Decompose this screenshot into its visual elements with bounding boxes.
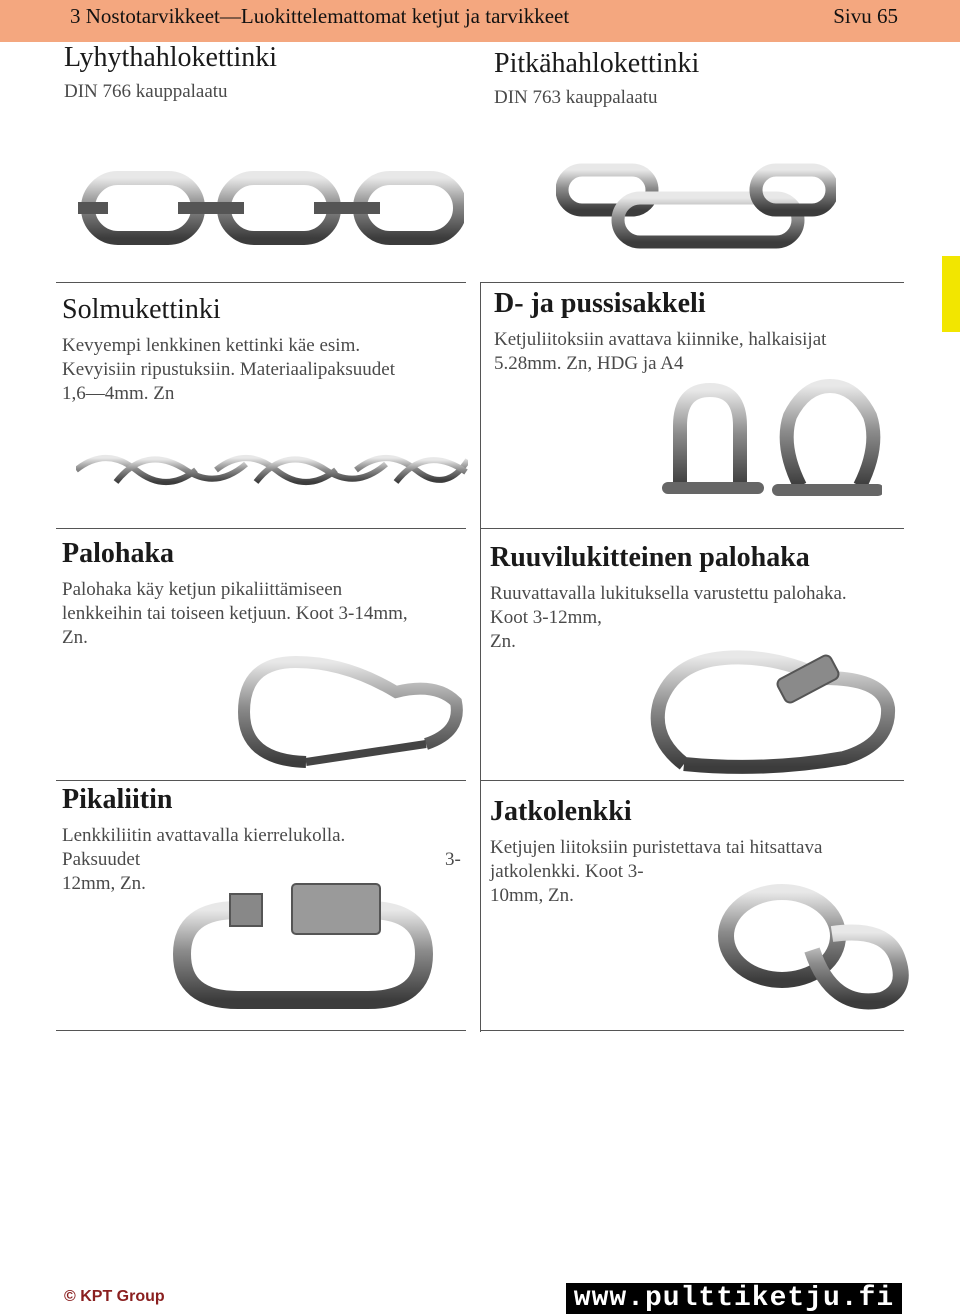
- short-link-chain-image: [78, 168, 464, 248]
- product-description: [494, 86, 914, 110]
- shackle-image: [660, 376, 882, 512]
- divider: [480, 780, 904, 781]
- description-line: jatkolenkki. Koot 3-: [490, 861, 644, 882]
- page-number: Sivu 65: [833, 4, 898, 28]
- product-description: [62, 578, 472, 650]
- divider: [480, 528, 904, 529]
- product-title: Solmukettinki: [62, 294, 221, 325]
- product-title: Palohaka: [62, 538, 175, 569]
- product-snap-hook: [62, 538, 472, 650]
- product-long-link-chain: [494, 48, 914, 110]
- product-description: [490, 582, 920, 654]
- description-line: Lenkkiliitin avattavalla kierrelukolla.: [62, 825, 346, 846]
- description-line: Ketjujen liitoksiin puristettava tai hitsattava: [490, 837, 823, 858]
- website-link[interactable]: www.pulttiketju.fi: [566, 1283, 902, 1314]
- description-line: DIN 763 kauppalaatu: [494, 87, 658, 108]
- divider: [56, 528, 466, 529]
- screw-lock-snap-hook-image: [644, 648, 896, 776]
- description-line: Koot 3-12mm,: [490, 607, 602, 628]
- section-title: 3 Nostotarvikkeet—Luokittelemattomat ketjut ja tarvikkeet: [70, 4, 570, 28]
- product-description: [64, 80, 464, 104]
- long-link-chain-image: [556, 162, 836, 250]
- divider: [56, 282, 466, 283]
- product-short-link-chain: [64, 42, 464, 104]
- description-line: Kevyisiin ripustuksiin. Materiaalipaksuudet: [62, 359, 395, 380]
- product-screw-lock-snap-hook: [490, 542, 920, 654]
- divider-vertical: [480, 528, 481, 780]
- product-title: Ruuvilukitteinen palohaka: [490, 542, 810, 573]
- divider: [56, 1030, 466, 1031]
- description-line: Zn.: [62, 627, 88, 648]
- product-knotted-chain: [62, 294, 472, 406]
- product-title: Jatkolenkki: [490, 796, 632, 827]
- description-line: 12mm, Zn.: [62, 873, 146, 894]
- description-line: Paksuudet: [62, 849, 141, 870]
- knotted-chain-image: [76, 440, 468, 510]
- description-line: Zn.: [490, 631, 516, 652]
- description-line: Ketjuliitoksiin avattava kiinnike, halkaisijat: [494, 329, 827, 350]
- description-line: Kevyempi lenkkinen kettinki käe esim.: [62, 335, 361, 356]
- product-shackle: [494, 288, 914, 376]
- product-title: D- ja pussisakkeli: [494, 288, 706, 319]
- divider: [480, 282, 904, 283]
- description-line: Ruuvattavalla lukituksella varustettu palohaka.: [490, 583, 847, 604]
- description-line: 5.28mm. Zn, HDG ja A4: [494, 353, 684, 374]
- copyright: © KPT Group: [64, 1288, 165, 1305]
- description-line: lenkkeihin tai toiseen ketjuun. Koot 3-14mm,: [62, 603, 408, 624]
- snap-hook-image: [236, 652, 466, 774]
- product-title: Pikaliitin: [62, 784, 173, 815]
- divider-vertical: [480, 780, 481, 1032]
- connecting-link-image: [712, 880, 910, 1020]
- description-line: Palohaka käy ketjun pikaliittämiseen: [62, 579, 343, 600]
- description-line: 10mm, Zn.: [490, 885, 574, 906]
- divider-vertical: [480, 282, 481, 530]
- product-description: [62, 334, 472, 406]
- product-title: Lyhythahlokettinki: [64, 42, 278, 73]
- product-title: Pitkähahlokettinki: [494, 48, 700, 79]
- page-header: [0, 0, 960, 42]
- side-tab-marker: [942, 256, 960, 332]
- description-line: 1,6—4mm. Zn: [62, 383, 175, 404]
- description-line: DIN 766 kauppalaatu: [64, 81, 228, 102]
- divider: [56, 780, 466, 781]
- quick-link-image: [168, 880, 438, 1014]
- product-description: [494, 328, 914, 376]
- description-fragment: 3-: [445, 849, 461, 870]
- divider: [480, 1030, 904, 1031]
